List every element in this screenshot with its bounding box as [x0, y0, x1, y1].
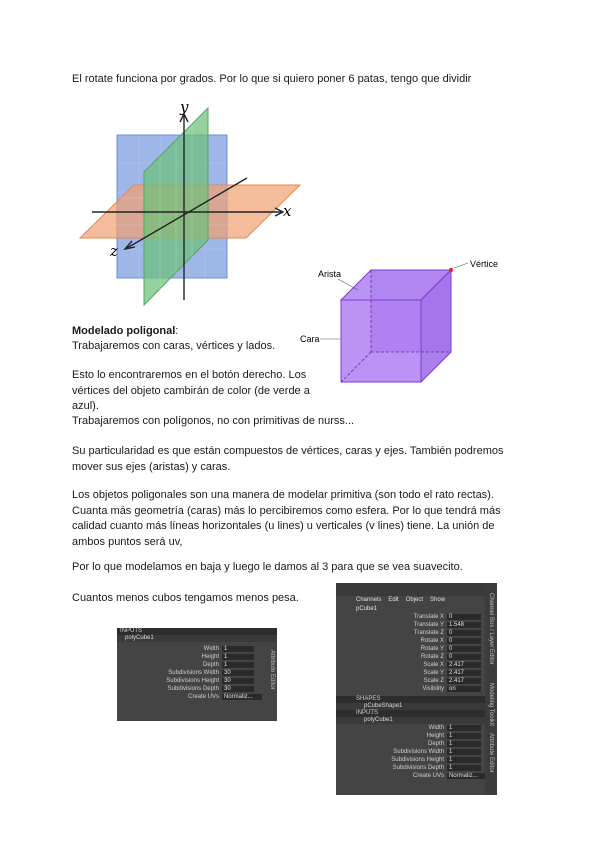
- channel-row[interactable]: Translate Z 0: [336, 629, 497, 637]
- paragraph-rotate: El rotate funciona por grados. Por lo que si quiero poner 6 patas, tengo que dividir: [72, 73, 472, 85]
- cube-figure: [296, 255, 506, 390]
- channel-row[interactable]: Visibility on: [336, 685, 497, 693]
- attr-row[interactable]: Create UVs Normaliz...: [117, 693, 277, 701]
- tab-attribute-editor-big[interactable]: Attribute Editor: [488, 733, 494, 773]
- channel-row[interactable]: Translate X 0: [336, 613, 497, 621]
- tab-modeling-toolkit[interactable]: Modeling Toolkit: [488, 683, 494, 726]
- attr-row[interactable]: Subdivisions Height 30: [117, 677, 277, 685]
- attr-row[interactable]: Subdivisions Width 30: [117, 669, 277, 677]
- menu-edit[interactable]: Edit: [388, 597, 399, 603]
- input-row[interactable]: Height 1: [336, 732, 497, 740]
- menu-object[interactable]: Object: [405, 597, 424, 603]
- paragraph-objetos-poligonales: Los objetos poligonales son una manera de modelar primitiva (son todo el rato rectas). Cuanta más geometría (caras) más lo percibiremos como esfera. Por lo que tendrá más calidad cuanto más líneas horizontales (u lines) u verticales (v lines) tiene. La unión de ambos puntos será uv,: [72, 489, 501, 548]
- attr-row[interactable]: Depth 1: [117, 661, 277, 669]
- channel-row[interactable]: Scale X 2.417: [336, 661, 497, 669]
- channel-row[interactable]: Rotate X 0: [336, 637, 497, 645]
- input-row[interactable]: Depth 1: [336, 740, 497, 748]
- paragraph-particularidad: Su particularidad es que están compuestos de vértices, caras y ejes. También podremos mover sus ejes (aristas) y caras.: [72, 445, 504, 473]
- tab-attribute-editor[interactable]: Attribute Editor: [269, 650, 275, 690]
- node-polycube[interactable]: polyCube1: [117, 635, 277, 642]
- side-tab-strip: [485, 583, 497, 795]
- axes-planes-figure: [72, 100, 302, 315]
- inputs-header: INPUTS: [117, 628, 277, 635]
- channel-row[interactable]: Scale Z 2.417: [336, 677, 497, 685]
- paragraph-trabajaremos: Trabajaremos con caras, vértices y lados.: [72, 340, 276, 352]
- shapes-header: SHAPES: [336, 696, 497, 703]
- channel-box-panel: [336, 583, 497, 795]
- channel-row[interactable]: Rotate Z 0: [336, 653, 497, 661]
- menu-channels[interactable]: Channels: [356, 597, 382, 603]
- attr-row[interactable]: Subdivisions Depth 30: [117, 685, 277, 693]
- shape-name[interactable]: pCubeShape1: [336, 703, 497, 710]
- object-name[interactable]: pCube1: [356, 606, 378, 612]
- axis-x-label: x: [283, 202, 292, 220]
- input-node[interactable]: polyCube1: [336, 717, 497, 724]
- attribute-panel-small: [117, 628, 277, 721]
- attr-row[interactable]: Height 1: [117, 653, 277, 661]
- heading-modelado: [72, 324, 522, 340]
- attr-row[interactable]: Width 1: [117, 645, 277, 653]
- tab-channel-box[interactable]: Channel Box / Layer Editor: [488, 593, 494, 665]
- vertex-marker: [449, 268, 453, 272]
- paragraph-modelamos: Por lo que modelamos en baja y luego le damos al 3 para que se vea suavecito.: [72, 561, 463, 573]
- input-row[interactable]: Subdivisions Depth 1: [336, 764, 497, 772]
- paragraph-cubos: Cuantos menos cubos tengamos menos pesa.: [72, 592, 299, 604]
- axis-y-label: y: [180, 100, 189, 116]
- axis-z-label: z: [110, 242, 118, 260]
- heading-text: Modelado poligonal: [72, 325, 176, 337]
- paragraph-boton-derecho: Esto lo encontraremos en el botón derecho. Los vértices del objeto cambirán de color (de verde a azul).: [72, 369, 310, 412]
- input-row[interactable]: Width 1: [336, 724, 497, 732]
- label-arista: Arista: [318, 269, 342, 279]
- paragraph-poligonos: Trabajaremos con polígonos, no con primitivas de nurss...: [72, 415, 355, 427]
- inputs-header-big: INPUTS: [336, 710, 497, 717]
- channel-row[interactable]: Scale Y 2.417: [336, 669, 497, 677]
- channel-row[interactable]: Translate Y 1.548: [336, 621, 497, 629]
- label-vertice: Vértice: [470, 259, 499, 269]
- channel-menu: [336, 596, 497, 605]
- input-row[interactable]: Create UVs Normaliz...: [336, 772, 497, 780]
- channel-row[interactable]: Rotate Y 0: [336, 645, 497, 653]
- input-row[interactable]: Subdivisions Height 1: [336, 756, 497, 764]
- menu-show[interactable]: Show: [430, 597, 446, 603]
- heading-colon: :: [175, 325, 179, 337]
- label-cara: Cara: [300, 334, 320, 344]
- input-row[interactable]: Subdivisions Width 1: [336, 748, 497, 756]
